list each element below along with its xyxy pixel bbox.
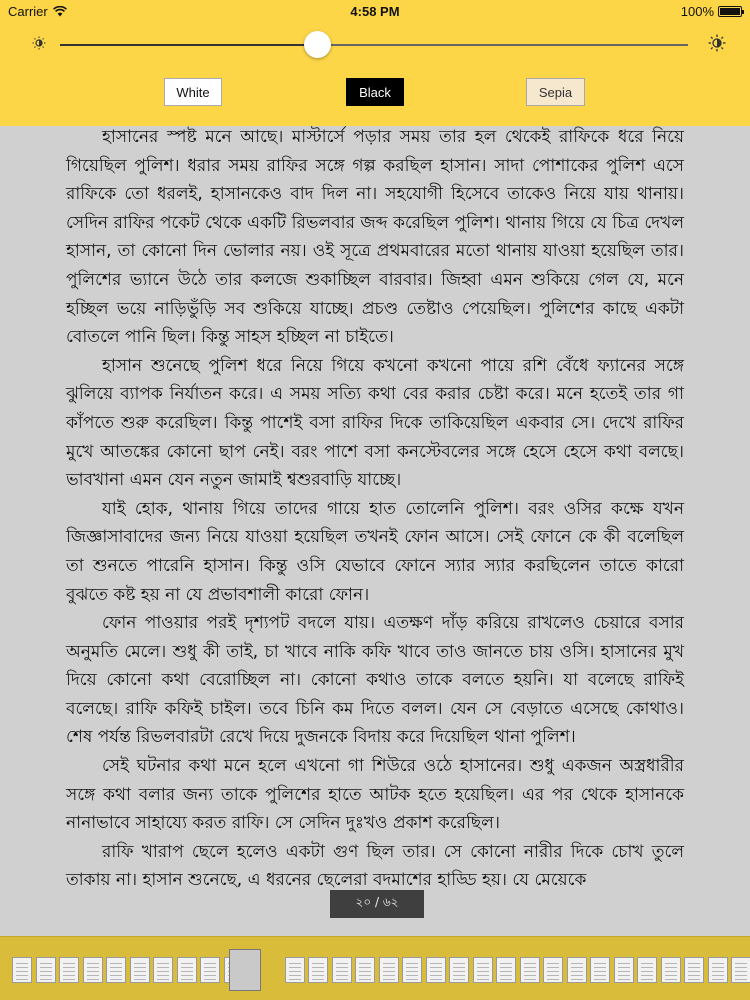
brightness-slider-thumb[interactable] [304, 31, 331, 58]
page-thumbnail[interactable] [59, 957, 79, 983]
brightness-slider-fill [60, 44, 317, 46]
reading-area[interactable] [0, 126, 750, 936]
current-page-thumbnail[interactable] [229, 949, 261, 991]
page-indicator: ২০ / ৬২ [330, 890, 424, 918]
clock: 4:58 PM [350, 4, 400, 19]
page-thumbnail[interactable] [106, 957, 126, 983]
page-thumbnail[interactable] [590, 957, 610, 983]
paragraph: ফোন পাওয়ার পরই দৃশ্যপট বদলে যায়। এতক্ষণ দাঁড় করিয়ে রাখলেও চেয়ারে বসার অনুমতি মেলে। শুধু কী তাই, চা খাবে নাকি কফি খাবে তাও জানতে চায় ওসি। হাসানের মুখ দিয়ে কোনো কথা বেরোচ্ছিল না। কোনো কথাও তাকে বলতে হয়নি। যা বলেছে রাফিই বলেছে। রাফি কফিই চাইল। তবে চিনি কম দিতে বলল। যেন সে বেড়াতে এসেছে কোথাও। শেষ পর্যন্ত রিভলবারটা রেখে দিয়ে দুজনকে বিদায় করে দিয়েছিল থানা পুলিশ। [66, 613, 684, 748]
paragraph: হাসান শুনেছে পুলিশ ধরে নিয়ে গিয়ে কখনো কখনো পায়ে রশি বেঁধে ফ্যানের সঙ্গে ঝুলিয়ে ব্যাপক নির্যাতন করে। এ সময় সত্যি কথা বের করার চেষ্টা করে। মনে হতেই তার গা কাঁপতে শুরু করেছিল। কিন্তু পাশেই বসা রাফির দিকে তাকিয়েছিল একবার সে। দেখে রাফির মুখে আতঙ্কের কোনো ছাপ নেই। বরং পাশে বসা কনস্টেবলের সঙ্গে হেসে হেসে কথা বলছে। ভাবখানা এমন যেন নতুন জামাই শ্বশুরবাড়ি যাচ্ছে। [66, 355, 684, 491]
page-thumbnail[interactable] [614, 957, 634, 983]
paragraph: রাফি খারাপ ছেলে হলেও একটা গুণ ছিল তার। সে কোনো নারীর দিকে চোখ তুলে তাকায় না। হাসান শুনেছে, এ ধরনের ছেলেরা বদমাশের হাড্ডি হয়। যে মেয়েকে [66, 841, 684, 891]
page-thumbnail-strip[interactable] [0, 936, 750, 1000]
page-thumbnail[interactable] [308, 957, 328, 983]
page-thumbnail[interactable] [449, 957, 469, 983]
theme-white-button[interactable]: White [164, 78, 222, 106]
brightness-low-icon [32, 36, 46, 50]
page-thumbnail[interactable] [332, 957, 352, 983]
battery-percent: 100% [680, 4, 714, 19]
page-thumbnail[interactable] [402, 957, 422, 983]
page-thumbnail[interactable] [355, 957, 375, 983]
status-bar [0, 0, 750, 24]
page-thumbnail[interactable] [661, 957, 681, 983]
page-thumbnail[interactable] [177, 957, 197, 983]
carrier-label: Carrier [8, 4, 48, 19]
paragraph: যাই হোক, থানায় গিয়ে তাদের গায়ে হাত তোলেনি পুলিশ। বরং ওসির কক্ষে যখন জিজ্ঞাসাবাদের জন্য নিয়ে যাওয়া হয়েছিল তখনই ফোন আসে। সেই ফোনে কে কী বলেছিল তা শুনতে পারেনি হাসান। কিন্তু ওসি যেভাবে ফোনে স্যার স্যার করছিলেন তাতে কারো বুঝতে কষ্ট হয় না যে প্রভাবশালী কারো ফোন। [66, 498, 684, 605]
page-thumbnail[interactable] [543, 957, 563, 983]
page-thumbnail[interactable] [12, 957, 32, 983]
page-thumbnail[interactable] [684, 957, 704, 983]
brightness-high-icon [708, 34, 726, 52]
page-thumbnail[interactable] [520, 957, 540, 983]
theme-sepia-button[interactable]: Sepia [526, 78, 585, 106]
page-thumbnail[interactable] [567, 957, 587, 983]
paragraph: হাসানের স্পষ্ট মনে আছে। মাস্টার্সে পড়ার সময় তার হল থেকেই রাফিকে ধরে নিয়ে গিয়েছিল পুলিশ। ধরার সময় রাফির সঙ্গে গল্প করছিল হাসান। সাদা পোশাকের পুলিশ এসে রাফিকে তো ধরলই, হাসানকেও বাদ দিল না। সহযোগী হিসেবে তাকেও নিয়ে যায় থানায়। সেদিন রাফির পকেট থেকে একটি রিভলবার জব্দ করেছিল পুলিশ। থানায় গিয়ে যে চিত্র দেখল হাসান, তা কোনো দিন ভোলার নয়। ওই সূত্রে প্রথমবারের মতো থানায় যাওয়া হয়েছিল তার। পুলিশের ভ্যানে উঠে তার কলজে শুকাচ্ছিল বারবার। জিহ্বা এমন শুকিয়ে গেল যে, মনে হচ্ছিল ভয়ে নাড়িভুঁড়ি সব শুকিয়ে যাচ্ছে। প্রচণ্ড তেষ্টাও পেয়েছিল। পুলিশের কাছে একটা বোতলে পানি ছিল। কিন্তু সাহস হচ্ছিল না চাইতে। [66, 127, 684, 348]
page-thumbnail[interactable] [285, 957, 305, 983]
reader-settings-panel [0, 24, 750, 126]
page-thumbnail[interactable] [153, 957, 173, 983]
theme-black-button[interactable]: Black [346, 78, 404, 106]
page-thumbnail[interactable] [473, 957, 493, 983]
page-thumbnail[interactable] [637, 957, 657, 983]
battery-icon [718, 6, 742, 17]
paragraph: সেই ঘটনার কথা মনে হলে এখনো গা শিউরে ওঠে হাসানের। শুধু একজন অস্ত্রধারীর সঙ্গে কথা বলার জন্য তাকে পুলিশের হাতে আটক হতে হয়েছিল। এর পর থেকে হাসানকে নানাভাবে সাহায্যে করত রাফি। সে সেদিন দুঃখও প্রকাশ করেছিল। [66, 756, 684, 834]
page-thumbnail[interactable] [36, 957, 56, 983]
brightness-slider[interactable] [60, 44, 688, 46]
page-thumbnail[interactable] [731, 957, 750, 983]
page-thumbnail[interactable] [426, 957, 446, 983]
page-thumbnail[interactable] [200, 957, 220, 983]
page-thumbnail[interactable] [83, 957, 103, 983]
page-thumbnail[interactable] [379, 957, 399, 983]
battery-info [681, 4, 742, 19]
page-thumbnail[interactable] [130, 957, 150, 983]
page-thumbnail[interactable] [708, 957, 728, 983]
page-thumbnail[interactable] [496, 957, 516, 983]
